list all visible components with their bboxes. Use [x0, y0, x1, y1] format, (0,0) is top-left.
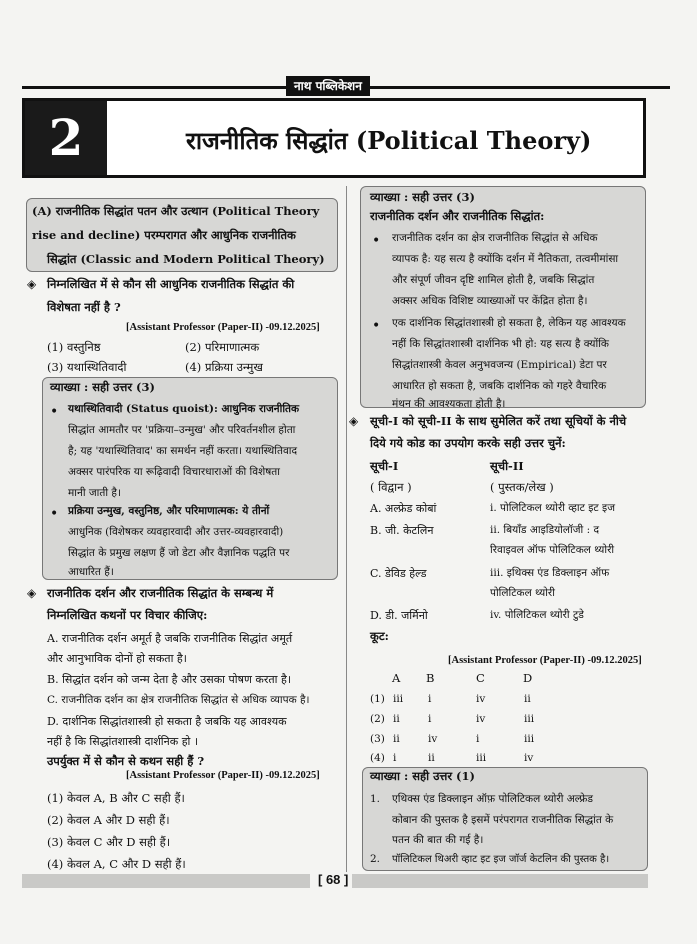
- bullet-icon: •: [372, 318, 381, 334]
- answer1-line: राजनीतिक दर्शन का क्षेत्र राजनीतिक सिद्धांत से अधिक: [392, 232, 598, 244]
- q2-option: (2) केवल A और D सही हैं।: [47, 813, 170, 827]
- code-cell: iv: [476, 693, 486, 705]
- q1-option: (4) प्रक्रिया उन्मुख: [185, 360, 263, 374]
- code-cell: iv: [524, 752, 534, 764]
- code-header: C: [476, 671, 485, 685]
- answer1-line: व्यापक है: यह सत्य है क्योंकि दर्शन में नैतिकता, तत्वमीमांसा: [392, 253, 619, 265]
- q3-question-line: सूची-I को सूची-II के साथ सुमेलित करें तथा सूचियों के नीचे: [370, 414, 627, 428]
- q2-prompt: उपर्युक्त में से कौन से कथन सही हैं ?: [47, 754, 205, 768]
- bullet-icon: •: [50, 404, 59, 420]
- code-row-label: (4): [370, 752, 385, 764]
- answer2-item-number: 1.: [370, 793, 381, 805]
- answer1-line: एक दार्शनिक सिद्धांतशास्त्री हो सकता है, लेकिन यह आवश्यक: [392, 317, 626, 329]
- q1-explanation-line: सिद्धांत आमतौर पर 'प्रक्रिया–उन्मुख' और परिवर्तनशील होता: [68, 424, 296, 436]
- code-cell: iii: [476, 752, 487, 764]
- section-heading-line: (A) राजनीतिक सिद्धांत पतन और उत्थान (Political Theory: [32, 204, 320, 218]
- chapter-title: राजनीतिक सिद्धांत (Political Theory): [186, 126, 592, 155]
- q3-list2-item: ii. बियॉंड आइडियोलॉजी : द: [490, 524, 600, 536]
- q2-statement: A. राजनीतिक दर्शन अमूर्त है जबकि राजनीतिक सिद्धांत अमूर्त: [47, 632, 293, 645]
- q3-list2-subheader: ( पुस्तक/लेख ): [490, 480, 554, 494]
- q2-statement: B. सिद्धांत दर्शन को जन्म देता है और उसका पोषण करता है।: [47, 673, 291, 686]
- q2-statement: नहीं है कि सिद्धांतशास्त्री दार्शनिक हो ।: [47, 735, 199, 748]
- code-cell: iii: [393, 693, 404, 705]
- section-heading-line: rise and decline) परम्परागत और आधुनिक राजनीतिक: [32, 228, 296, 242]
- answer1-subheading: राजनीतिक दर्शन और राजनीतिक सिद्धांत:: [370, 209, 545, 223]
- q2-statement: C. राजनीतिक दर्शन का क्षेत्र राजनीतिक सिद्धांत से अधिक व्यापक है।: [47, 694, 310, 706]
- page-number: [ 68 ]: [318, 872, 349, 887]
- q2-reference: [Assistant Professor (Paper-II) -09.12.2025]: [126, 770, 320, 781]
- q1-option: (2) परिमाणात्मक: [185, 340, 260, 354]
- q1-explanation-line: है; यह 'यथास्थितिवाद' का समर्थन नहीं करता। यथास्थितिवाद: [68, 445, 298, 457]
- q1-explanation-line: यथास्थितिवादी (Status quoist): आधुनिक राजनीतिक: [68, 403, 300, 415]
- q2-question-line: निम्नलिखित कथनों पर विचार कीजिए:: [47, 608, 208, 622]
- bullet-icon: •: [372, 233, 381, 249]
- q3-code-label: कूट:: [370, 629, 389, 643]
- q1-option: (1) वस्तुनिष्ठ: [47, 340, 101, 354]
- section-heading-line: सिद्धांत (Classic and Modern Political Theory): [47, 252, 325, 266]
- answer1-line: सिद्धांतशास्त्री केवल अनुभवजन्य (Empirical) डेटा पर: [392, 359, 607, 371]
- code-cell: i: [428, 713, 432, 725]
- q1-explanation-line: आधुनिक (विशेषकर व्यवहारवादी और उत्तर-व्यवहारवादी): [68, 526, 284, 538]
- q3-list2-item: iv. पोलिटिकल थ्योरी टुडे: [490, 609, 584, 621]
- answer1-line: और संपूर्ण जीवन दृष्टि शामिल होती है, जबकि सिद्धांत: [392, 274, 595, 286]
- code-row-label: (2): [370, 713, 385, 725]
- q3-list1-item: B. जी. केटलिन: [370, 524, 434, 537]
- code-header: B: [426, 671, 435, 685]
- code-cell: iv: [476, 713, 486, 725]
- question-marker-icon: ◈: [349, 414, 359, 428]
- q3-list2-item: iii. इथिक्स एंड डिक्लाइन ऑफ: [490, 567, 610, 579]
- q3-list2-item: i. पोलिटिकल थ्योरी व्हाट इट इज: [490, 502, 615, 514]
- q1-explanation-line: प्रक्रिया उन्मुख, वस्तुनिष्ठ, और परिमाणात्मक: ये तीनों: [68, 505, 270, 517]
- answer2-line: पॉलिटिकल थिअरी व्हाट इट इज जॉर्ज केटलिन की पुस्तक है।: [392, 854, 610, 865]
- code-cell: i: [428, 693, 432, 705]
- code-cell: ii: [393, 713, 400, 725]
- code-cell: i: [393, 752, 397, 764]
- q3-list1-subheader: ( विद्वान ): [370, 480, 412, 494]
- q3-list1-item: A. अल्फ्रेड कोबां: [370, 502, 437, 515]
- answer2-line: कोबान की पुस्तक है इसमें परंपरागत राजनीतिक सिद्धांत के: [392, 814, 614, 826]
- code-row-label: (1): [370, 693, 385, 705]
- q2-option: (3) केवल C और D सही हैं।: [47, 835, 171, 849]
- code-cell: i: [476, 733, 480, 745]
- q1-explanation-line: अक्सर पारंपरिक या रूढ़िवादी विचारधाराओं की विशेषता: [68, 466, 280, 478]
- code-cell: ii: [524, 693, 531, 705]
- q3-list2-header: सूची-II: [490, 459, 524, 473]
- answer1-line: मंथन की आवश्यकता होती है।: [392, 398, 506, 410]
- answer2-item-number: 2.: [370, 853, 381, 865]
- q3-list2-item-cont: पोलिटिकल थ्योरी: [490, 587, 555, 599]
- q1-question-line: निम्नलिखित में से कौन सी आधुनिक राजनीतिक सिद्धांत की: [47, 277, 295, 291]
- answer1-line: आधारित हो सकता है, जबकि दार्शनिक को गहरे वैचारिक: [392, 380, 607, 392]
- footer-bar-left: [22, 874, 310, 888]
- q3-list1-item: D. डी. जर्मिनो: [370, 609, 428, 622]
- column-divider: [346, 186, 347, 872]
- q1-question-line: विशेषता नहीं है ?: [47, 300, 121, 314]
- q3-question-line: दिये गये कोड का उपयोग करके सही उत्तर चुनें:: [370, 436, 566, 450]
- q2-question-line: राजनीतिक दर्शन और राजनीतिक सिद्धांत के सम्बन्ध में: [47, 586, 274, 600]
- code-cell: iii: [524, 733, 535, 745]
- code-cell: ii: [393, 733, 400, 745]
- q1-explanation-line: सिद्धांत के प्रमुख लक्षण हैं जो डेटा और वैज्ञानिक पद्धति पर: [68, 547, 290, 559]
- footer-bar-right: [352, 874, 648, 888]
- chapter-number: 2: [25, 101, 107, 175]
- code-cell: ii: [428, 752, 435, 764]
- answer2-heading: व्याख्या : सही उत्तर (1): [370, 769, 475, 783]
- code-cell: iv: [428, 733, 438, 745]
- answer1-line: नहीं कि सिद्धांतशास्त्री दार्शनिक भी हो: यह सत्य है क्योंकि: [392, 338, 609, 350]
- code-header: D: [523, 671, 533, 685]
- code-header: A: [392, 671, 401, 685]
- bullet-icon: •: [50, 506, 59, 522]
- answer1-heading: व्याख्या : सही उत्तर (3): [370, 190, 475, 204]
- q3-reference: [Assistant Professor (Paper-II) -09.12.2025]: [448, 655, 642, 666]
- q3-list2-item-cont: रिवाइवल ऑफ पोलिटिकल थ्योरी: [490, 544, 615, 556]
- q3-list1-item: C. डेविड हेल्ड: [370, 567, 427, 580]
- q2-option: (4) केवल A, C और D सही हैं।: [47, 857, 186, 871]
- answer2-line: एथिक्स एंड डिक्लाइन ऑफ़ पोलिटिकल थ्योरी अल्फ्रेड: [392, 793, 593, 805]
- answer1-line: अक्सर अधिक विशिष्ट व्याख्याओं पर केंद्रित होता है।: [392, 295, 588, 307]
- q1-option: (3) यथास्थितिवादी: [47, 360, 127, 374]
- question-marker-icon: ◈: [27, 277, 37, 291]
- answer2-line: पतन की बात की गई है।: [392, 834, 484, 846]
- q1-answer-heading: व्याख्या : सही उत्तर (3): [50, 380, 155, 394]
- code-row-label: (3): [370, 733, 385, 745]
- publisher-label: नाथ पब्लिकेशन: [286, 76, 370, 96]
- q2-statement: D. दार्शनिक सिद्धांतशास्त्री हो सकता है जबकि यह आवश्यक: [47, 715, 287, 728]
- code-cell: iii: [524, 713, 535, 725]
- q3-list1-header: सूची-I: [370, 459, 399, 473]
- q1-reference: [Assistant Professor (Paper-II) -09.12.2025]: [126, 322, 320, 333]
- q2-statement: और आनुभाविक दोनों हो सकता है।: [47, 652, 187, 665]
- q1-explanation-line: मानी जाती है।: [68, 487, 121, 499]
- q2-option: (1) केवल A, B और C सही हैं।: [47, 791, 185, 805]
- q1-explanation-line: आधारित हैं।: [68, 566, 114, 578]
- question-marker-icon: ◈: [27, 586, 37, 600]
